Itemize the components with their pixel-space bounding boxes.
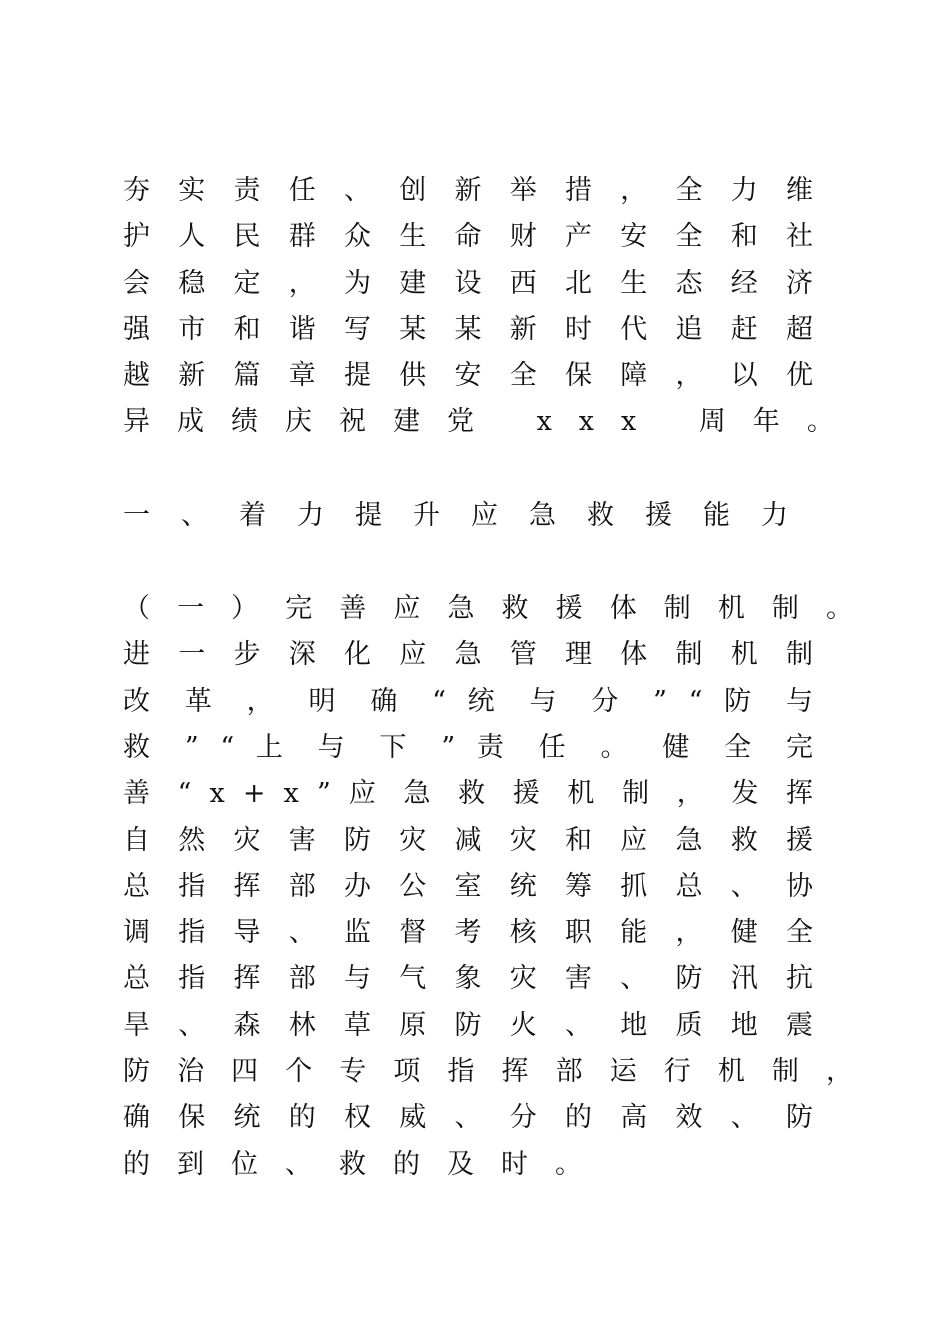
- text-line: 的到位、救的及时。: [123, 1148, 609, 1180]
- subsection-title-line: （ 一 ） 完 善 应 急 救 援 体 制 机 制 。: [123, 593, 853, 625]
- text-line: 异成绩庆祝建党 xxx 周年。: [123, 406, 861, 438]
- text-line: 进 一 步 深 化 应 急 管 理 体 制 机 制: [123, 639, 813, 671]
- text-line: 调 指 导 、 监 督 考 核 职 能 ， 健 全: [123, 917, 813, 949]
- text-line: 善 “ x + x ” 应 急 救 援 机 制 ， 发 挥: [123, 778, 813, 810]
- text-line: 防 治 四 个 专 项 指 挥 部 运 行 机 制 ，: [123, 1056, 853, 1088]
- text-line: 夯 实 责 任 、 创 新 举 措 ， 全 力 维: [123, 175, 813, 206]
- text-line: 自 然 灾 害 防 灾 减 灾 和 应 急 救 援: [123, 824, 813, 856]
- text-line: 强 市 和 谐 写 某 某 新 时 代 追 赶 超: [123, 313, 813, 345]
- text-line: 改 革 ， 明 确 “ 统 与 分 ” “ 防 与: [123, 685, 813, 717]
- text-line: 确 保 统 的 权 威 、 分 的 高 效 、 防: [123, 1102, 813, 1134]
- text-line: 护 人 民 群 众 生 命 财 产 安 全 和 社: [123, 221, 813, 253]
- text-line: 会 稳 定 ， 为 建 设 西 北 生 态 经 济: [123, 267, 813, 299]
- section-heading-text: 一、着力提升应急救援能力: [123, 499, 819, 531]
- body-paragraph: [123, 168, 861, 446]
- section-heading: [123, 493, 819, 539]
- document-body: [123, 168, 861, 1188]
- text-line: 总 指 挥 部 与 气 象 灾 害 、 防 汛 抗: [123, 963, 813, 995]
- body-paragraph: [123, 586, 853, 1188]
- text-line: 总 指 挥 部 办 公 室 统 筹 抓 总 、 协: [123, 870, 813, 902]
- text-line: 旱 、 森 林 草 原 防 火 、 地 质 地 震: [123, 1009, 813, 1041]
- text-line: 越 新 篇 章 提 供 安 全 保 障 ， 以 优: [123, 360, 813, 392]
- text-line: 救 ” “ 上 与 下 ” 责 任 。 健 全 完: [123, 731, 813, 763]
